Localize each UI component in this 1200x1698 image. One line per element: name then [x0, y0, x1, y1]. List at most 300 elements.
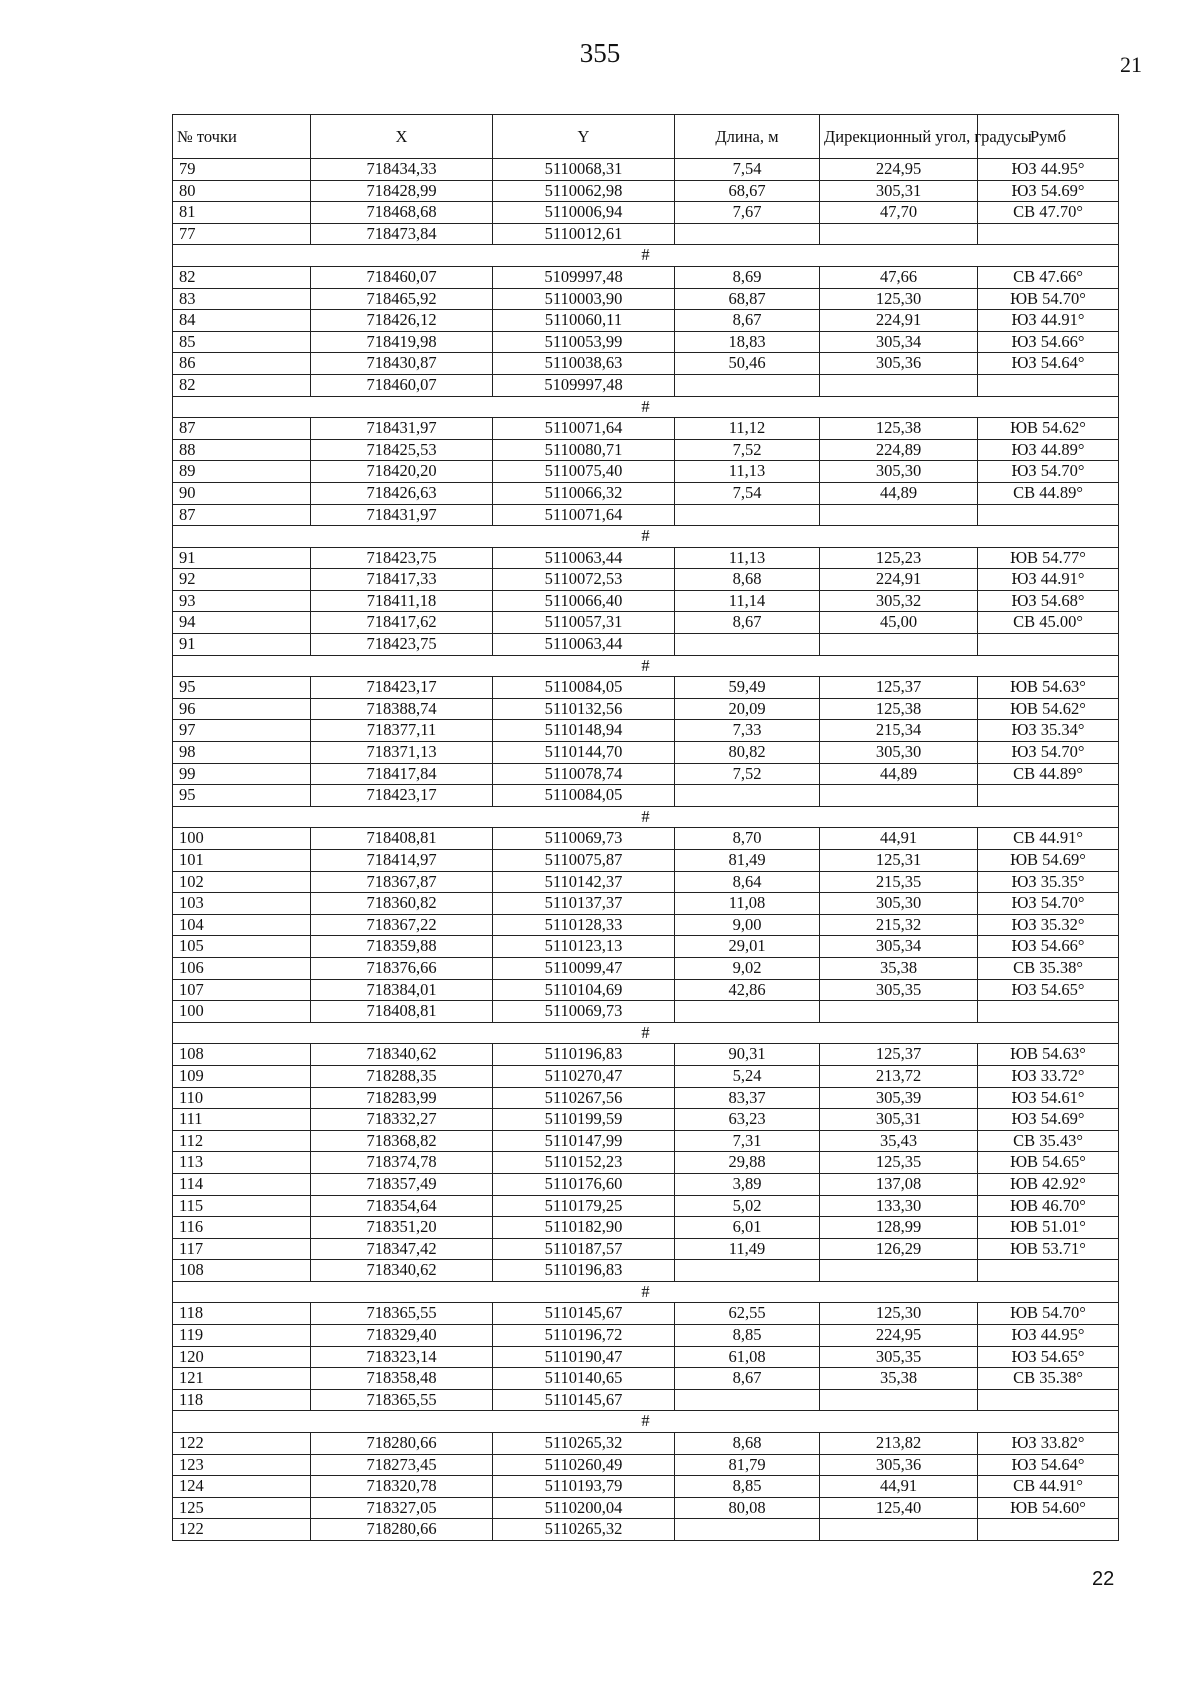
- separator-row: [173, 245, 1119, 267]
- cell-length: 90,31: [675, 1044, 820, 1066]
- separator-row: [173, 806, 1119, 828]
- table-row: [173, 353, 1119, 375]
- cell-rhumb: ЮЗ 54.64°: [978, 353, 1119, 375]
- cell-y: 5110062,98: [493, 180, 675, 202]
- cell-length: [675, 1389, 820, 1411]
- cell-x: 718323,14: [311, 1346, 493, 1368]
- cell-x: 718368,82: [311, 1130, 493, 1152]
- cell-length: 29,01: [675, 936, 820, 958]
- cell-point-number: 110: [173, 1087, 311, 1109]
- cell-y: 5110196,83: [493, 1044, 675, 1066]
- cell-length: 7,31: [675, 1130, 820, 1152]
- cell-x: 718283,99: [311, 1087, 493, 1109]
- cell-rhumb: СВ 45.00°: [978, 612, 1119, 634]
- cell-direction-angle: 126,29: [820, 1238, 978, 1260]
- cell-x: 718358,48: [311, 1368, 493, 1390]
- cell-rhumb: ЮЗ 54.69°: [978, 1109, 1119, 1131]
- separator-row: [173, 1022, 1119, 1044]
- cell-rhumb: ЮВ 54.63°: [978, 1044, 1119, 1066]
- cell-rhumb: ЮЗ 33.82°: [978, 1433, 1119, 1455]
- cell-point-number: 112: [173, 1130, 311, 1152]
- cell-point-number: 118: [173, 1303, 311, 1325]
- cell-x: 718365,55: [311, 1389, 493, 1411]
- table-row: [173, 482, 1119, 504]
- cell-point-number: 79: [173, 159, 311, 181]
- cell-x: 718417,62: [311, 612, 493, 634]
- cell-rhumb: [978, 504, 1119, 526]
- cell-direction-angle: 44,91: [820, 1476, 978, 1498]
- cell-y: 5110080,71: [493, 439, 675, 461]
- cell-x: 718431,97: [311, 504, 493, 526]
- cell-y: 5109997,48: [493, 374, 675, 396]
- table-row: [173, 677, 1119, 699]
- cell-length: 68,67: [675, 180, 820, 202]
- cell-y: 5110176,60: [493, 1173, 675, 1195]
- table-row: [173, 1476, 1119, 1498]
- table-row: [173, 871, 1119, 893]
- table-row: [173, 590, 1119, 612]
- cell-point-number: 95: [173, 677, 311, 699]
- separator-cell: #: [173, 655, 1119, 677]
- table-row: [173, 180, 1119, 202]
- cell-point-number: 82: [173, 266, 311, 288]
- cell-rhumb: ЮВ 51.01°: [978, 1217, 1119, 1239]
- separator-row: [173, 526, 1119, 548]
- cell-rhumb: ЮВ 54.70°: [978, 1303, 1119, 1325]
- cell-direction-angle: 125,31: [820, 850, 978, 872]
- cell-length: 9,00: [675, 914, 820, 936]
- table-row: [173, 1001, 1119, 1023]
- table-row: [173, 418, 1119, 440]
- separator-cell: #: [173, 396, 1119, 418]
- table-row: [173, 936, 1119, 958]
- cell-length: [675, 634, 820, 656]
- cell-y: 5110145,67: [493, 1303, 675, 1325]
- cell-point-number: 100: [173, 1001, 311, 1023]
- cell-rhumb: [978, 785, 1119, 807]
- cell-direction-angle: 35,38: [820, 957, 978, 979]
- cell-length: [675, 1001, 820, 1023]
- header-point-number: № точки: [173, 115, 311, 159]
- cell-point-number: 87: [173, 418, 311, 440]
- cell-y: 5110069,73: [493, 1001, 675, 1023]
- cell-length: 20,09: [675, 698, 820, 720]
- cell-length: [675, 223, 820, 245]
- cell-length: 68,87: [675, 288, 820, 310]
- coordinates-table: [172, 114, 1119, 1541]
- cell-direction-angle: 224,95: [820, 159, 978, 181]
- cell-y: 5110003,90: [493, 288, 675, 310]
- cell-point-number: 107: [173, 979, 311, 1001]
- cell-direction-angle: 215,32: [820, 914, 978, 936]
- cell-direction-angle: 125,40: [820, 1497, 978, 1519]
- cell-rhumb: СВ 47.70°: [978, 202, 1119, 224]
- cell-rhumb: ЮЗ 54.65°: [978, 1346, 1119, 1368]
- cell-x: 718367,87: [311, 871, 493, 893]
- cell-x: 718460,07: [311, 374, 493, 396]
- cell-y: 5110078,74: [493, 763, 675, 785]
- cell-x: 718359,88: [311, 936, 493, 958]
- cell-rhumb: ЮЗ 54.70°: [978, 893, 1119, 915]
- cell-y: 5110128,33: [493, 914, 675, 936]
- cell-y: 5110066,40: [493, 590, 675, 612]
- cell-direction-angle: 224,95: [820, 1325, 978, 1347]
- table-row: [173, 1195, 1119, 1217]
- cell-point-number: 97: [173, 720, 311, 742]
- table-row: [173, 504, 1119, 526]
- cell-y: 5110057,31: [493, 612, 675, 634]
- cell-direction-angle: 305,31: [820, 1109, 978, 1131]
- cell-direction-angle: 213,82: [820, 1433, 978, 1455]
- cell-y: 5110265,32: [493, 1519, 675, 1541]
- cell-x: 718411,18: [311, 590, 493, 612]
- table-row: [173, 720, 1119, 742]
- cell-rhumb: ЮЗ 54.69°: [978, 180, 1119, 202]
- cell-direction-angle: [820, 1389, 978, 1411]
- cell-rhumb: СВ 35.38°: [978, 957, 1119, 979]
- separator-cell: #: [173, 245, 1119, 267]
- cell-y: 5110068,31: [493, 159, 675, 181]
- table-body: [173, 159, 1119, 1541]
- cell-x: 718417,33: [311, 569, 493, 591]
- cell-point-number: 116: [173, 1217, 311, 1239]
- table-row: [173, 850, 1119, 872]
- cell-point-number: 84: [173, 310, 311, 332]
- cell-rhumb: ЮВ 54.60°: [978, 1497, 1119, 1519]
- cell-y: 5110265,32: [493, 1433, 675, 1455]
- cell-direction-angle: 305,35: [820, 979, 978, 1001]
- header-y: Y: [493, 115, 675, 159]
- cell-point-number: 89: [173, 461, 311, 483]
- cell-direction-angle: [820, 504, 978, 526]
- cell-length: 81,79: [675, 1454, 820, 1476]
- cell-x: 718423,17: [311, 785, 493, 807]
- cell-point-number: 123: [173, 1454, 311, 1476]
- cell-y: 5110006,94: [493, 202, 675, 224]
- cell-x: 718425,53: [311, 439, 493, 461]
- cell-direction-angle: 125,37: [820, 1044, 978, 1066]
- table-row: [173, 223, 1119, 245]
- cell-direction-angle: 224,91: [820, 310, 978, 332]
- cell-y: 5110196,83: [493, 1260, 675, 1282]
- cell-direction-angle: [820, 374, 978, 396]
- cell-direction-angle: 215,35: [820, 871, 978, 893]
- cell-y: 5110104,69: [493, 979, 675, 1001]
- cell-rhumb: ЮЗ 54.70°: [978, 461, 1119, 483]
- cell-direction-angle: [820, 1001, 978, 1023]
- cell-direction-angle: 305,34: [820, 936, 978, 958]
- cell-y: 5110012,61: [493, 223, 675, 245]
- cell-point-number: 119: [173, 1325, 311, 1347]
- cell-y: 5110179,25: [493, 1195, 675, 1217]
- cell-point-number: 106: [173, 957, 311, 979]
- cell-x: 718468,68: [311, 202, 493, 224]
- cell-direction-angle: 125,35: [820, 1152, 978, 1174]
- header-length: Длина, м: [675, 115, 820, 159]
- cell-rhumb: [978, 1519, 1119, 1541]
- cell-point-number: 88: [173, 439, 311, 461]
- cell-length: 7,54: [675, 159, 820, 181]
- cell-y: 5110267,56: [493, 1087, 675, 1109]
- cell-length: 7,67: [675, 202, 820, 224]
- cell-rhumb: ЮВ 46.70°: [978, 1195, 1119, 1217]
- cell-length: 6,01: [675, 1217, 820, 1239]
- cell-point-number: 108: [173, 1044, 311, 1066]
- cell-point-number: 122: [173, 1519, 311, 1541]
- cell-x: 718428,99: [311, 180, 493, 202]
- cell-point-number: 115: [173, 1195, 311, 1217]
- cell-y: 5109997,48: [493, 266, 675, 288]
- separator-row: [173, 655, 1119, 677]
- cell-y: 5110084,05: [493, 677, 675, 699]
- cell-y: 5110142,37: [493, 871, 675, 893]
- cell-rhumb: ЮВ 54.65°: [978, 1152, 1119, 1174]
- cell-rhumb: ЮЗ 33.72°: [978, 1065, 1119, 1087]
- cell-x: 718280,66: [311, 1433, 493, 1455]
- cell-rhumb: ЮВ 54.62°: [978, 698, 1119, 720]
- cell-rhumb: ЮВ 54.63°: [978, 677, 1119, 699]
- cell-point-number: 94: [173, 612, 311, 634]
- cell-length: 7,54: [675, 482, 820, 504]
- cell-x: 718465,92: [311, 288, 493, 310]
- cell-direction-angle: [820, 634, 978, 656]
- cell-length: 8,67: [675, 310, 820, 332]
- table-row: [173, 1065, 1119, 1087]
- table-row: [173, 1109, 1119, 1131]
- cell-direction-angle: 305,36: [820, 353, 978, 375]
- cell-x: 718414,97: [311, 850, 493, 872]
- cell-direction-angle: 305,36: [820, 1454, 978, 1476]
- table-row: [173, 331, 1119, 353]
- cell-rhumb: СВ 44.89°: [978, 482, 1119, 504]
- cell-point-number: 91: [173, 634, 311, 656]
- cell-length: [675, 374, 820, 396]
- cell-y: 5110199,59: [493, 1109, 675, 1131]
- cell-x: 718430,87: [311, 353, 493, 375]
- cell-x: 718377,11: [311, 720, 493, 742]
- cell-x: 718376,66: [311, 957, 493, 979]
- cell-point-number: 101: [173, 850, 311, 872]
- cell-length: 5,02: [675, 1195, 820, 1217]
- table-row: [173, 569, 1119, 591]
- cell-x: 718320,78: [311, 1476, 493, 1498]
- cell-length: 8,67: [675, 612, 820, 634]
- cell-point-number: 125: [173, 1497, 311, 1519]
- cell-rhumb: СВ 35.43°: [978, 1130, 1119, 1152]
- cell-direction-angle: 133,30: [820, 1195, 978, 1217]
- cell-length: 11,08: [675, 893, 820, 915]
- table-row: [173, 1433, 1119, 1455]
- cell-rhumb: ЮЗ 54.68°: [978, 590, 1119, 612]
- cell-direction-angle: 305,34: [820, 331, 978, 353]
- cell-y: 5110152,23: [493, 1152, 675, 1174]
- table-row: [173, 547, 1119, 569]
- cell-y: 5110123,13: [493, 936, 675, 958]
- cell-length: 11,13: [675, 547, 820, 569]
- table-row: [173, 914, 1119, 936]
- cell-x: 718388,74: [311, 698, 493, 720]
- cell-point-number: 120: [173, 1346, 311, 1368]
- cell-direction-angle: 44,89: [820, 763, 978, 785]
- cell-rhumb: СВ 35.38°: [978, 1368, 1119, 1390]
- cell-rhumb: ЮЗ 44.89°: [978, 439, 1119, 461]
- cell-direction-angle: 125,23: [820, 547, 978, 569]
- cell-point-number: 87: [173, 504, 311, 526]
- cell-x: 718420,20: [311, 461, 493, 483]
- cell-length: 61,08: [675, 1346, 820, 1368]
- cell-rhumb: [978, 223, 1119, 245]
- cell-x: 718327,05: [311, 1497, 493, 1519]
- cell-x: 718340,62: [311, 1260, 493, 1282]
- cell-y: 5110063,44: [493, 634, 675, 656]
- table-row: [173, 1152, 1119, 1174]
- cell-rhumb: ЮЗ 54.70°: [978, 742, 1119, 764]
- cell-length: 11,13: [675, 461, 820, 483]
- cell-y: 5110190,47: [493, 1346, 675, 1368]
- cell-y: 5110200,04: [493, 1497, 675, 1519]
- table-row: [173, 893, 1119, 915]
- table-row: [173, 439, 1119, 461]
- cell-x: 718332,27: [311, 1109, 493, 1131]
- cell-rhumb: ЮЗ 35.32°: [978, 914, 1119, 936]
- cell-y: 5110144,70: [493, 742, 675, 764]
- table-row: [173, 1519, 1119, 1541]
- cell-y: 5110071,64: [493, 418, 675, 440]
- cell-rhumb: ЮЗ 54.65°: [978, 979, 1119, 1001]
- page-number-top: 355: [579, 38, 621, 68]
- cell-x: 718384,01: [311, 979, 493, 1001]
- cell-point-number: 111: [173, 1109, 311, 1131]
- cell-direction-angle: [820, 1260, 978, 1282]
- cell-length: 8,68: [675, 1433, 820, 1455]
- cell-x: 718431,97: [311, 418, 493, 440]
- table-row: [173, 461, 1119, 483]
- cell-point-number: 105: [173, 936, 311, 958]
- cell-direction-angle: 47,70: [820, 202, 978, 224]
- cell-direction-angle: 224,91: [820, 569, 978, 591]
- cell-y: 5110066,32: [493, 482, 675, 504]
- header-x: X: [311, 115, 493, 159]
- cell-length: [675, 1519, 820, 1541]
- cell-direction-angle: 125,30: [820, 288, 978, 310]
- cell-length: 50,46: [675, 353, 820, 375]
- cell-y: 5110140,65: [493, 1368, 675, 1390]
- cell-rhumb: ЮЗ 54.61°: [978, 1087, 1119, 1109]
- separator-row: [173, 1411, 1119, 1433]
- cell-x: 718423,75: [311, 634, 493, 656]
- page-number-bottom: 22: [1092, 1568, 1115, 1590]
- cell-rhumb: СВ 44.89°: [978, 763, 1119, 785]
- cell-point-number: 100: [173, 828, 311, 850]
- cell-x: 718473,84: [311, 223, 493, 245]
- table-row: [173, 1454, 1119, 1476]
- cell-y: 5110060,11: [493, 310, 675, 332]
- cell-direction-angle: 45,00: [820, 612, 978, 634]
- cell-point-number: 92: [173, 569, 311, 591]
- table-row: [173, 979, 1119, 1001]
- cell-direction-angle: [820, 223, 978, 245]
- cell-x: 718351,20: [311, 1217, 493, 1239]
- cell-length: 8,67: [675, 1368, 820, 1390]
- page-number-right: 21: [1120, 52, 1142, 77]
- table-row: [173, 1325, 1119, 1347]
- cell-rhumb: ЮЗ 35.34°: [978, 720, 1119, 742]
- cell-point-number: 122: [173, 1433, 311, 1455]
- cell-y: 5110196,72: [493, 1325, 675, 1347]
- cell-direction-angle: 125,37: [820, 677, 978, 699]
- cell-point-number: 80: [173, 180, 311, 202]
- cell-x: 718426,12: [311, 310, 493, 332]
- cell-x: 718423,17: [311, 677, 493, 699]
- cell-direction-angle: 128,99: [820, 1217, 978, 1239]
- table-row: [173, 1087, 1119, 1109]
- cell-length: 59,49: [675, 677, 820, 699]
- cell-point-number: 90: [173, 482, 311, 504]
- cell-direction-angle: 125,38: [820, 698, 978, 720]
- cell-length: 8,70: [675, 828, 820, 850]
- cell-x: 718423,75: [311, 547, 493, 569]
- cell-point-number: 113: [173, 1152, 311, 1174]
- cell-y: 5110147,99: [493, 1130, 675, 1152]
- cell-x: 718426,63: [311, 482, 493, 504]
- cell-x: 718408,81: [311, 1001, 493, 1023]
- cell-length: 8,64: [675, 871, 820, 893]
- cell-x: 718354,64: [311, 1195, 493, 1217]
- separator-cell: #: [173, 1022, 1119, 1044]
- table-header: [173, 115, 1119, 159]
- cell-y: 5110071,64: [493, 504, 675, 526]
- cell-x: 718288,35: [311, 1065, 493, 1087]
- cell-y: 5110182,90: [493, 1217, 675, 1239]
- cell-point-number: 102: [173, 871, 311, 893]
- cell-point-number: 95: [173, 785, 311, 807]
- cell-y: 5110075,40: [493, 461, 675, 483]
- cell-length: 42,86: [675, 979, 820, 1001]
- cell-rhumb: СВ 44.91°: [978, 828, 1119, 850]
- cell-y: 5110063,44: [493, 547, 675, 569]
- table-row: [173, 202, 1119, 224]
- table-row: [173, 1130, 1119, 1152]
- cell-direction-angle: 47,66: [820, 266, 978, 288]
- cell-y: 5110132,56: [493, 698, 675, 720]
- cell-direction-angle: 305,39: [820, 1087, 978, 1109]
- cell-point-number: 83: [173, 288, 311, 310]
- table-row: [173, 1173, 1119, 1195]
- cell-point-number: 85: [173, 331, 311, 353]
- cell-x: 718419,98: [311, 331, 493, 353]
- cell-length: 5,24: [675, 1065, 820, 1087]
- cell-point-number: 91: [173, 547, 311, 569]
- cell-length: 7,52: [675, 763, 820, 785]
- cell-x: 718340,62: [311, 1044, 493, 1066]
- separator-cell: #: [173, 1281, 1119, 1303]
- cell-rhumb: ЮЗ 44.95°: [978, 1325, 1119, 1347]
- table-row: [173, 785, 1119, 807]
- cell-x: 718347,42: [311, 1238, 493, 1260]
- table-row: [173, 1497, 1119, 1519]
- cell-y: 5110193,79: [493, 1476, 675, 1498]
- cell-length: 8,85: [675, 1325, 820, 1347]
- cell-rhumb: ЮЗ 54.64°: [978, 1454, 1119, 1476]
- cell-point-number: 96: [173, 698, 311, 720]
- cell-x: 718273,45: [311, 1454, 493, 1476]
- separator-cell: #: [173, 1411, 1119, 1433]
- cell-length: 8,69: [675, 266, 820, 288]
- cell-x: 718367,22: [311, 914, 493, 936]
- cell-direction-angle: 305,35: [820, 1346, 978, 1368]
- cell-x: 718374,78: [311, 1152, 493, 1174]
- cell-point-number: 121: [173, 1368, 311, 1390]
